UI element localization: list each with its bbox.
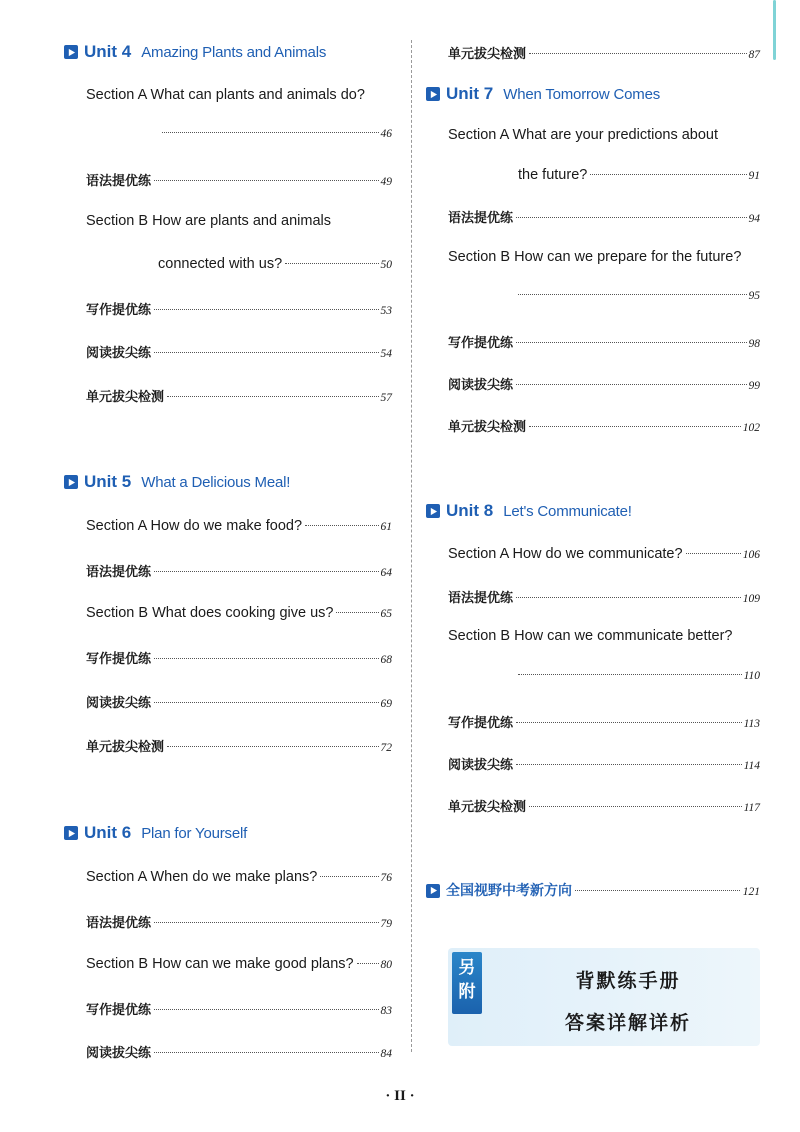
edge-decoration	[773, 0, 776, 60]
page-number: 84	[380, 1048, 392, 1060]
unit5-heading[interactable]	[64, 472, 290, 492]
leader-dots	[305, 525, 378, 526]
toc-entry[interactable]	[448, 796, 760, 815]
toc-label: Section B How can we make good plans?	[86, 956, 354, 972]
triangle-right-icon	[64, 45, 78, 59]
toc-label: Section A How do we make food?	[86, 518, 303, 534]
national-direction-entry[interactable]	[426, 880, 760, 900]
toc-entry[interactable]	[86, 518, 392, 534]
toc-entry-text[interactable]: Section A What can plants and animals do?	[86, 87, 365, 103]
leader-dots	[516, 722, 742, 723]
toc-label: 单元拔尖检测	[86, 390, 165, 405]
leader-dots	[590, 174, 746, 175]
toc-entry[interactable]	[86, 648, 392, 667]
toc-entry[interactable]	[86, 170, 392, 189]
triangle-right-icon	[426, 87, 440, 101]
leader-dots	[320, 876, 378, 877]
page-number: 54	[380, 348, 392, 360]
page-number: 109	[742, 593, 760, 605]
toc-entry[interactable]	[86, 299, 392, 318]
triangle-right-icon	[64, 475, 78, 489]
page-number: 50	[380, 259, 392, 271]
page-number: 117	[743, 802, 760, 814]
unit6-heading[interactable]	[64, 823, 247, 843]
leader-dots	[575, 890, 740, 891]
toc-label: 单元拔尖检测	[448, 800, 527, 815]
page-number: 68	[380, 654, 392, 666]
leader-dots	[162, 132, 379, 133]
toc-entry[interactable]	[448, 712, 760, 731]
toc-entry-text[interactable]: Section B How can we communicate better?	[448, 628, 733, 644]
unit4-heading[interactable]	[64, 42, 326, 62]
appendix-line-1: 背默练手册	[575, 970, 681, 992]
triangle-right-icon	[64, 826, 78, 840]
page-number: 83	[380, 1005, 392, 1017]
toc-label: 写作提优练	[448, 716, 514, 731]
toc-entry[interactable]	[86, 605, 392, 621]
page-number: 69	[380, 698, 392, 710]
toc-entry[interactable]	[448, 332, 760, 351]
toc-label: 单元拔尖检测	[448, 47, 527, 62]
column-divider	[411, 40, 412, 1052]
page-number: 98	[748, 338, 760, 350]
toc-label: Section B What does cooking give us?	[86, 605, 334, 621]
page-number: 79	[380, 918, 392, 930]
page-number: 76	[380, 872, 392, 884]
page-footer-number: · II ·	[385, 1088, 415, 1104]
toc-label: 单元拔尖检测	[86, 740, 165, 755]
toc-label: 写作提优练	[86, 652, 152, 667]
toc-label: connected with us?	[158, 256, 283, 272]
leader-dots	[154, 658, 378, 659]
toc-label: Section A When do we make plans?	[86, 869, 318, 885]
leader-dots	[518, 674, 742, 675]
page-number: 46	[380, 128, 392, 140]
unit-number: Unit 4	[84, 42, 132, 61]
toc-label: 语法提优练	[448, 591, 514, 606]
leader-dots	[154, 309, 378, 310]
toc-label: 单元拔尖检测	[448, 420, 527, 435]
toc-entry[interactable]	[86, 692, 392, 711]
unit-title: What a Delicious Meal!	[141, 473, 291, 491]
toc-entry[interactable]	[518, 167, 760, 183]
triangle-right-icon	[426, 504, 440, 518]
toc-entry[interactable]	[448, 546, 760, 562]
toc-label: 阅读拔尖练	[86, 1046, 152, 1061]
toc-entry[interactable]	[448, 416, 760, 435]
toc-label: 语法提优练	[86, 174, 152, 189]
leader-dots	[516, 597, 741, 598]
unit-title: When Tomorrow Comes	[503, 85, 661, 103]
toc-label: 全国视野中考新方向	[446, 883, 572, 899]
page-number: 65	[380, 608, 392, 620]
toc-entry[interactable]	[86, 1042, 392, 1061]
leader-dots	[357, 963, 379, 964]
leader-dots	[167, 396, 378, 397]
toc-label: 阅读拔尖练	[86, 346, 152, 361]
leader-dots	[336, 612, 378, 613]
toc-label: 写作提优练	[86, 303, 152, 318]
page-number: 95	[748, 290, 760, 302]
leader-dots	[167, 746, 378, 747]
toc-entry[interactable]	[448, 754, 760, 773]
toc-entry-text[interactable]: Section B How can we prepare for the future?	[448, 249, 742, 265]
toc-entry[interactable]	[86, 342, 392, 361]
page-number: 53	[380, 305, 392, 317]
toc-label: Section A How do we communicate?	[448, 546, 683, 562]
toc-entry[interactable]	[162, 128, 392, 140]
page-number: 87	[748, 49, 760, 61]
page-number: 102	[742, 422, 760, 434]
unit-number: Unit 8	[446, 501, 494, 520]
toc-entry-text[interactable]: Section B How are plants and animals	[86, 213, 332, 229]
toc-entry[interactable]	[448, 43, 760, 62]
page-number: 49	[380, 176, 392, 188]
leader-dots	[154, 1009, 378, 1010]
leader-dots	[154, 922, 378, 923]
leader-dots	[154, 571, 378, 572]
leader-dots	[529, 806, 742, 807]
toc-entry[interactable]	[86, 736, 392, 755]
appendix-box	[448, 948, 760, 1046]
toc-label: 阅读拔尖练	[448, 758, 514, 773]
unit-title: Let's Communicate!	[503, 502, 632, 520]
toc-entry[interactable]	[86, 912, 392, 931]
leader-dots	[516, 764, 742, 765]
toc-label: 语法提优练	[86, 565, 152, 580]
toc-label: 阅读拔尖练	[448, 378, 514, 393]
page-number: 121	[742, 886, 760, 898]
toc-entry[interactable]	[448, 587, 760, 606]
page-number: 106	[742, 549, 760, 561]
leader-dots	[518, 294, 747, 295]
unit-number: Unit 5	[84, 472, 132, 491]
toc-entry[interactable]	[86, 869, 392, 885]
leader-dots	[154, 352, 378, 353]
toc-entry[interactable]	[86, 386, 392, 405]
toc-entry[interactable]	[518, 670, 760, 682]
leader-dots	[529, 426, 741, 427]
toc-entry[interactable]	[86, 956, 392, 972]
leader-dots	[154, 1052, 378, 1053]
toc-label: 写作提优练	[86, 1003, 152, 1018]
toc-label: the future?	[518, 167, 588, 183]
unit8-heading[interactable]	[426, 501, 632, 521]
unit-number: Unit 6	[84, 823, 132, 842]
toc-label: 语法提优练	[86, 916, 152, 931]
page-number: 61	[380, 521, 392, 533]
leader-dots	[516, 384, 746, 385]
toc-entry[interactable]	[448, 207, 760, 226]
page-number: 72	[380, 742, 392, 754]
page-number: 94	[748, 213, 760, 225]
unit7-heading[interactable]	[426, 84, 660, 104]
page-number: 64	[380, 567, 392, 579]
leader-dots	[516, 217, 746, 218]
toc-label: 语法提优练	[448, 211, 514, 226]
page-number: 114	[743, 760, 760, 772]
page-number: 113	[743, 718, 760, 730]
toc-entry[interactable]	[518, 290, 760, 302]
page-number: 99	[748, 380, 760, 392]
leader-dots	[154, 702, 378, 703]
leader-dots	[154, 180, 378, 181]
toc-entry-text[interactable]: Section A What are your predictions about	[448, 127, 719, 143]
leader-dots	[285, 263, 378, 264]
page-number: 110	[743, 670, 760, 682]
unit-title: Plan for Yourself	[141, 824, 248, 842]
appendix-tag: 另附	[452, 952, 482, 1014]
toc-entry[interactable]	[86, 561, 392, 580]
toc-label: 写作提优练	[448, 336, 514, 351]
unit-number: Unit 7	[446, 84, 494, 103]
toc-entry[interactable]	[86, 999, 392, 1018]
triangle-right-icon	[426, 884, 440, 898]
toc-entry[interactable]	[448, 374, 760, 393]
leader-dots	[686, 553, 741, 554]
unit-title: Amazing Plants and Animals	[141, 43, 327, 61]
page-number: 80	[380, 959, 392, 971]
appendix-line-2: 答案详解详析	[564, 1012, 691, 1034]
leader-dots	[529, 53, 746, 54]
page-number: 91	[748, 170, 760, 182]
page-number: 57	[380, 392, 392, 404]
toc-entry[interactable]	[158, 256, 392, 272]
toc-label: 阅读拔尖练	[86, 696, 152, 711]
leader-dots	[516, 342, 746, 343]
